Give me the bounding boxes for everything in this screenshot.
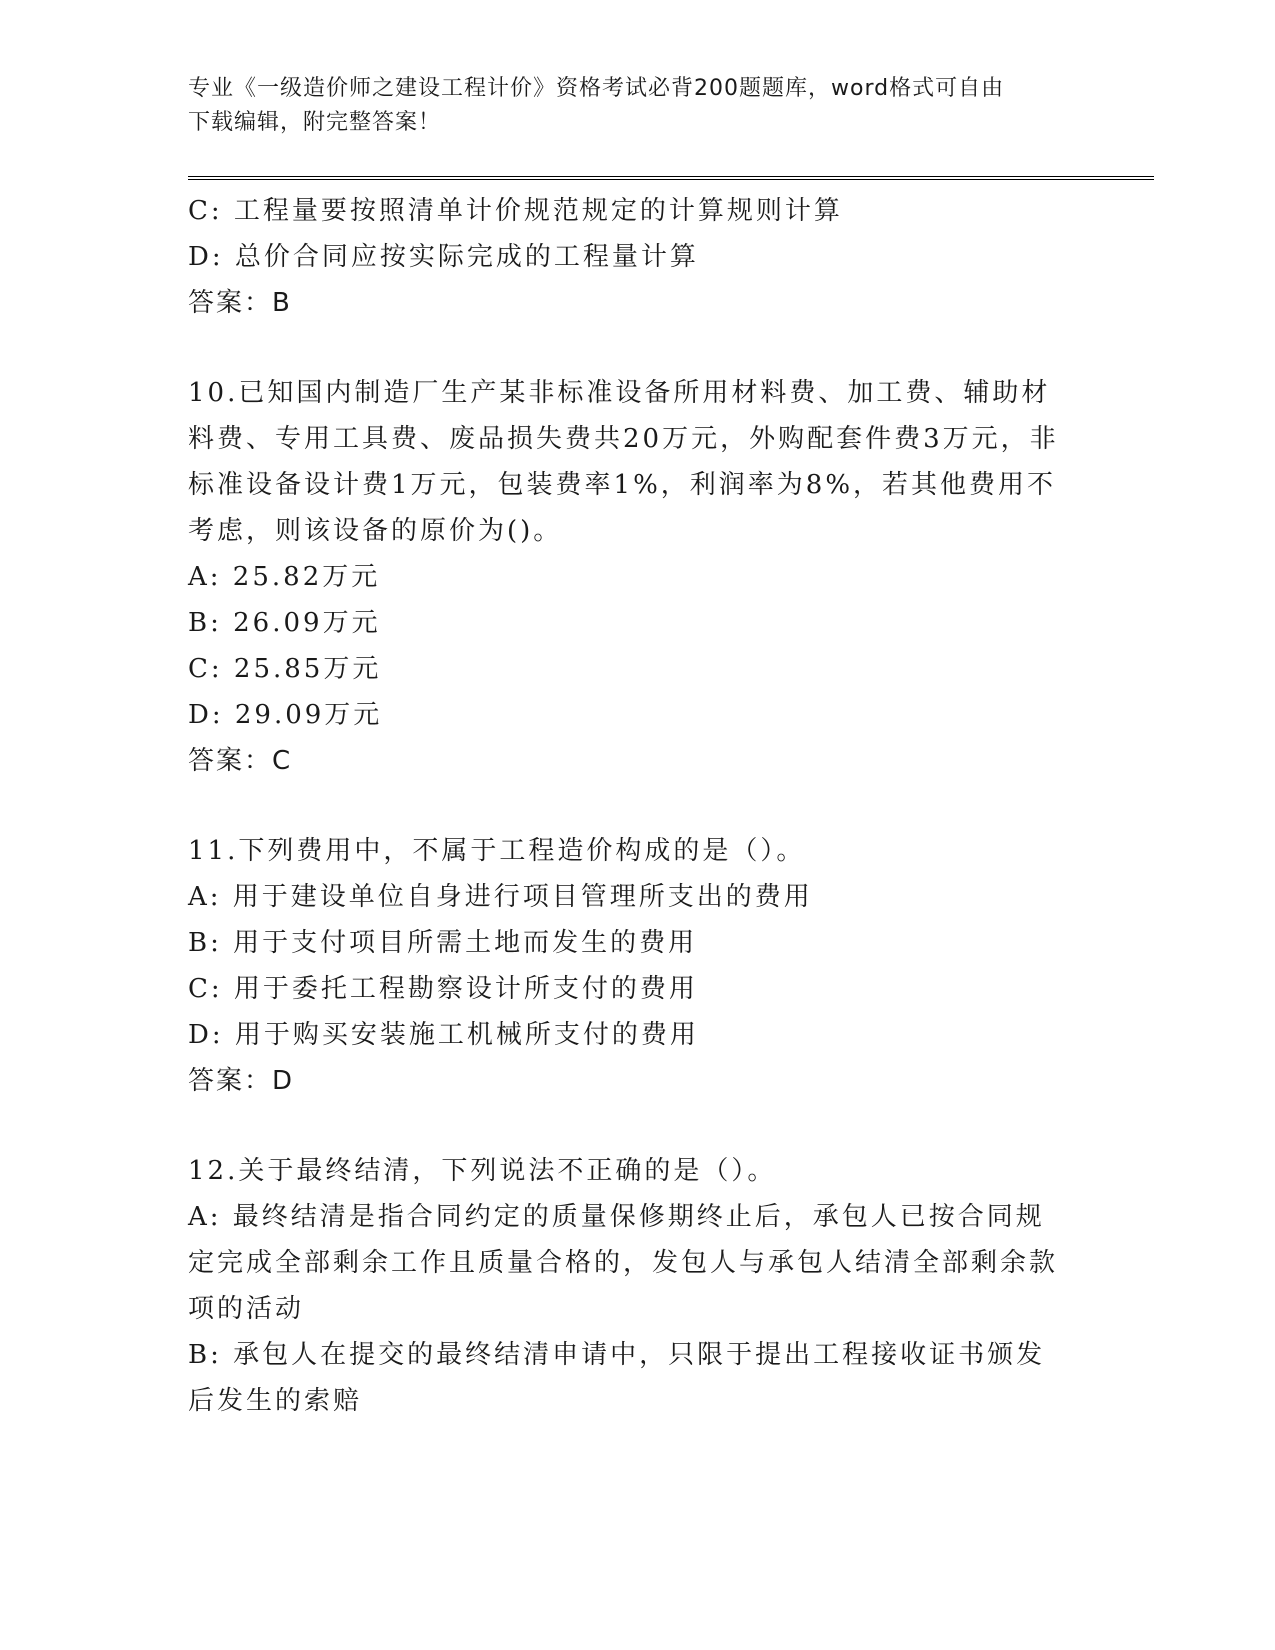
option-c: C: 工程量要按照清单计价规范规定的计算规则计算 [188,196,843,226]
option-b: B: 承包人在提交的最终结清申请中，只限于提出工程接收证书颁发后发生的索赔 [188,1340,1046,1416]
answer: 答案：B [188,288,292,318]
question-12 [188,1148,1068,1424]
question-9-tail [188,188,1068,326]
header-line-2: 下载编辑，附完整答案！ [188,110,442,135]
answer: 答案：C [188,746,293,776]
answer: 答案：D [188,1066,295,1096]
header-divider [188,176,1154,180]
spacer [188,784,1068,828]
spacer [188,326,1068,370]
option-c: C: 25.85万元 [188,654,382,684]
option-c: C: 用于委托工程勘察设计所支付的费用 [188,974,698,1004]
option-d: D: 用于购买安装施工机械所支付的费用 [188,1020,699,1050]
option-b: B: 26.09万元 [188,608,381,638]
option-d: D: 总价合同应按实际完成的工程量计算 [188,242,699,272]
header-line-1: 专业《一级造价师之建设工程计价》资格考试必背200题题库，word格式可自由 [188,76,1005,101]
option-a: A: 25.82万元 [188,562,381,592]
question-text: 12.关于最终结清，下列说法不正确的是（）。 [188,1156,777,1186]
spacer [188,1104,1068,1148]
option-d: D: 29.09万元 [188,700,383,730]
question-text: 11.下列费用中，不属于工程造价构成的是（）。 [188,836,806,866]
option-b: B: 用于支付项目所需土地而发生的费用 [188,928,698,958]
question-list [188,188,1068,1424]
page-header [188,72,1088,140]
option-a: A: 用于建设单位自身进行项目管理所支出的费用 [188,882,813,912]
question-10 [188,370,1068,784]
question-11 [188,828,1068,1104]
option-a: A: 最终结清是指合同约定的质量保修期终止后，承包人已按合同规定完成全部剩余工作且质量合格的，发包人与承包人结清全部剩余款项的活动 [188,1202,1059,1324]
question-text: 10.已知国内制造厂生产某非标准设备所用材料费、加工费、辅助材料费、专用工具费、废品损失费共20万元，外购配套件费3万元，非标准设备设计费1万元，包装费率1%，利润率为8%，若其他费用不考虑，则该设备的原价为()。 [188,378,1059,546]
